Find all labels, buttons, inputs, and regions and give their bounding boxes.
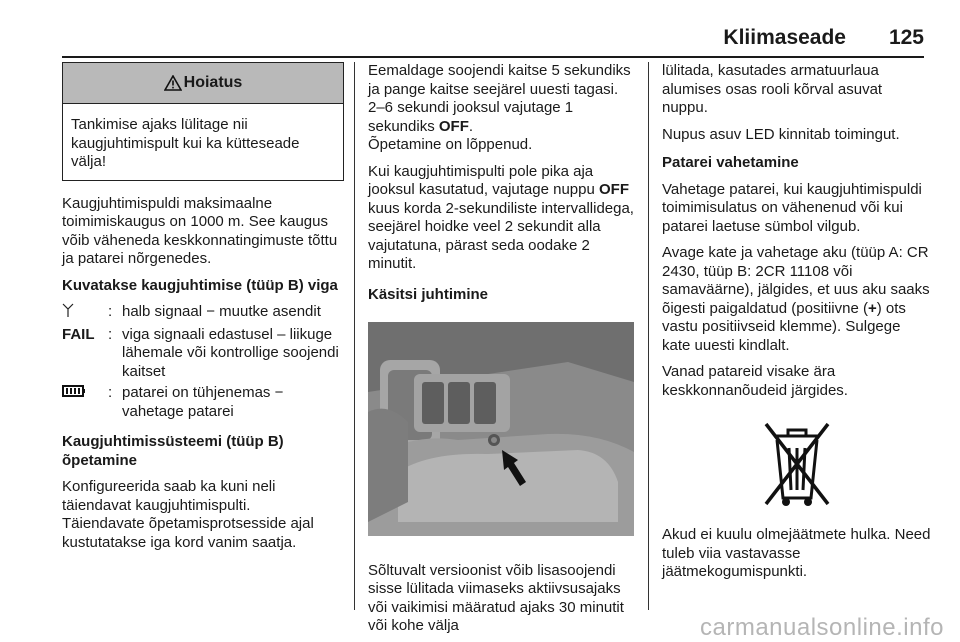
dashboard-button-photo [368,322,634,536]
antenna-icon [62,303,74,317]
list-item: : patarei on tühjenemas − vahetage patarei [62,384,344,421]
battery-replace-paragraph: Avage kate ja vahetage aku (tüüp A: CR 2430, tüüp B: 2CR 11108 või samaväärne), jälgides, et uus aku saaks õigesti paigaldatud (positiivne (+) ots vastu positiivseid klemme). Sulgege kate uuesti kindlalt. [662,244,930,354]
battery-heading: Patarei vahetamine [662,154,799,171]
warning-label: Hoiatus [183,73,243,91]
column-3 [662,62,932,582]
disposal-note: Akud ei kuulu olmejäätmete hulka. Need tuleb viia vastavasse jäätmekogumispunkti. [662,526,931,580]
column-divider [354,62,355,610]
display-heading: Kuvatakse kaugjuhtimise (tüüp B) viga [62,276,338,294]
list-item-text: halb signaal − muutke asendit [122,303,321,320]
section-title: Kliimaseade [723,26,846,49]
unused-paragraph: Kui kaugjuhtimispulti pole pika aja jooksul kasutatud, vajutage nuppu OFF kuus korda 2-sekundiliste intervallidega, seejärel hoidke veel 2 sekundit alla vajutatuna, pärast seda oodake 2 minutit. [368,162,634,272]
warning-header [63,63,343,104]
warning-box [62,62,344,181]
list-item-text: viga signaali edastusel – liikuge lähemale või kontrollige soojendi kaitset [122,325,339,380]
manual-text: Sõltuvalt versioonist võib lisasoojendi sisse lülitada viimaseks aktiivsusajaks või vaikimisi määratud ajaks 30 minutit või kohe välja [368,561,624,634]
button-paragraph: lülitada, kasutades armatuurlaua alumises osas rooli kõrval asuvat nuppu. [662,62,883,116]
list-item: FAIL : viga signaali edastusel – liikuge lähemale või kontrollige soojendi kaitset [62,326,344,382]
fuse-paragraph: Eemaldage soojendi kaitse 5 sekundiks ja pange kaitse seejärel uuesti tagasi. 2–6 sekundi jooksul vajutage 1 sekundiks OFF. Õpetamine on lõppenud. [368,62,631,153]
column-2 [368,62,634,636]
learning-text-1: Konfigureerida saab ka kuni neli täiendavat kaugjuhtimispulti. [62,478,276,514]
list-item-text: patarei on tühjenemas − vahetage patarei [122,384,284,420]
crossed-bin-icon [758,414,836,512]
dispose-paragraph: Vanad patareid visake ära keskkonnanõudeid järgides. [662,363,848,399]
page-number: 125 [888,26,924,49]
warning-text: Tankimise ajaks lülitage nii kaugjuhtimispult kui ka kütteseade välja! [71,116,300,170]
plus-icon: + [867,299,877,317]
manual-heading: Käsitsi juhtimine [368,285,489,303]
led-paragraph: Nupus asuv LED kinnitab toimingut. [662,125,900,143]
learning-heading: Kaugjuhtimissüsteemi (tüüp B) õpetamine [62,433,284,469]
list-item-term: FAIL [62,325,95,343]
range-paragraph: Kaugjuhtimispuldi maksimaalne toimimiskaugus on 1000 m. See kaugus võib väheneda keskkonnatingimuste tõttu ja patarei nõrgenedes. [62,194,338,267]
warning-triangle-icon [164,75,182,91]
watermark: carmanualsonline.info [700,614,944,641]
page-header [62,22,924,52]
battery-icon [62,384,86,398]
column-divider [648,62,649,610]
learning-text-2: Täiendavate õpetamisprotsesside ajal kustutatakse iga kord vanim saatja. [62,515,314,551]
battery-paragraph: Vahetage patarei, kui kaugjuhtimispuldi toimimisulatus on vähenenud või kui patarei laetuse sümbol vilgub. [662,180,922,235]
list-item: : halb signaal − muutke asendit [62,303,344,323]
display-list [62,303,344,421]
header-rule [62,56,924,58]
column-1 [62,62,344,552]
